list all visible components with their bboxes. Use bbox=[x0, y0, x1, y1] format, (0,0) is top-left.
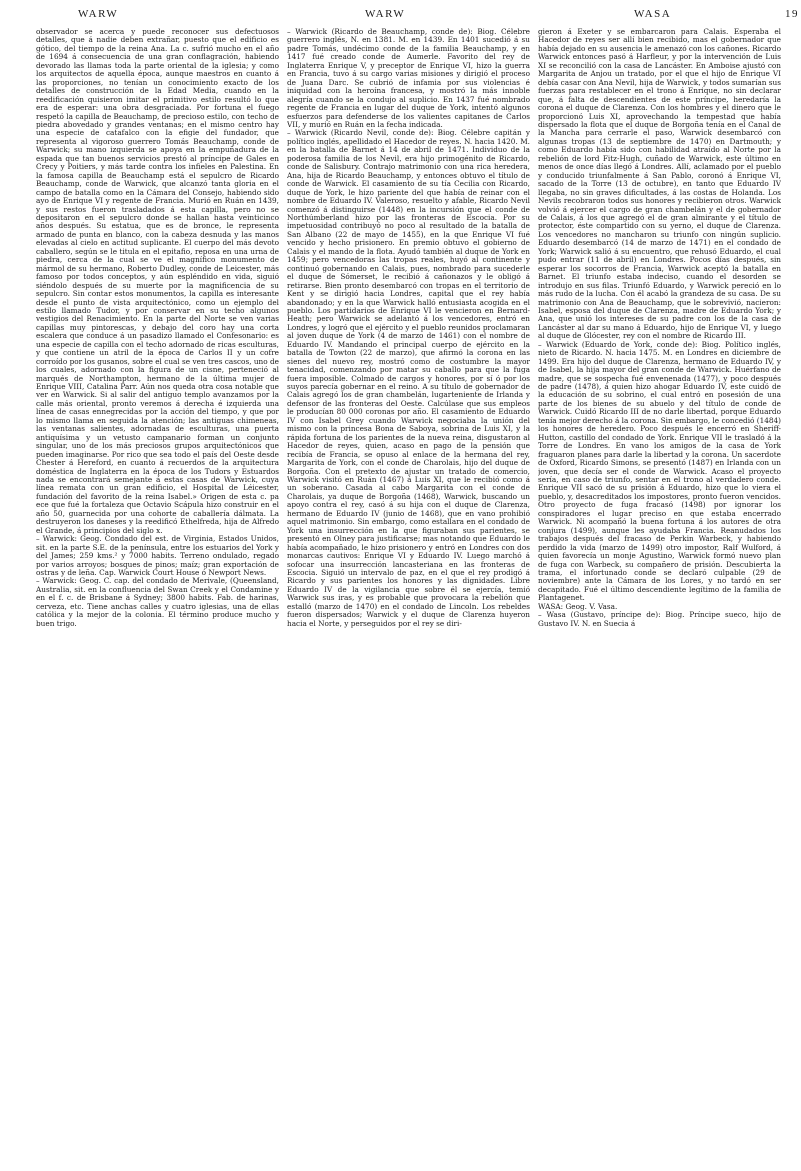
column-3-paragraph: – Wasa (Gustavo, príncipe de): Biog. Príncipe sueco, hijo de Gustavo IV. N. en Suecia á bbox=[538, 610, 781, 628]
column-1-paragraph: – Warwick: Geog. Condado del est. de Virginia, Estados Unidos, sit. en la parte S.E. de la península, entre los estuarios del York y del James; 259 kms.² y 7000 habits. Terreno ondulado, regado por varios arroyos; bosques de pinos; maíz; gran exportación de ostras y de leña. Cap. Warwick Court House ó Newport News. bbox=[36, 534, 279, 577]
column-2 bbox=[287, 28, 530, 1163]
header-right-word: WASA bbox=[634, 8, 672, 20]
running-header bbox=[30, 8, 799, 24]
column-1 bbox=[36, 28, 279, 1163]
column-1-paragraph: observador se acerca y puede reconocer sus defectuosos detalles, que á nadie deben extrañar, puesto que el edificio es gótico, del tiempo de la reina Ana. La c. sufrió mucho en el año de 1694 á consecuencia de una gran conflagración, habiendo devorado las llamas toda la parte oriental de la iglesia; y como los arquitectos de aquella época, aunque maestros en cuanto á las proporciones, no tenían un conocimiento exacto de los detalles de construcción de la Edad Media, cuando en la reedificación quisieron imitar el primitivo estilo resultó lo que era de esperar: una obra desgraciada. Por fortuna el fuego respetó la capilla de Beauchamp, de precioso estilo, con techo de piedra abovedado y grandes ventanas; en el mismo centro hay una especie de catafalco con la efigie del fundador, que representa al vigoroso guerrero Tomás Beauchamp, conde de Warwick; su mano izquierda se apoya en la empuñadura de la espada que tan buenos servicios prestó al príncipe de Gales en Crecy y Poitiers, y más tarde contra los infieles en Palestina. En la famosa capilla de Beauchamp está el sepulcro de Ricardo Beauchamp, conde de Warwick, que alcanzó tanta gloria en el campo de batalla como en la Cámara del Consejo, habiendo sido ayo de Enrique VI y regente de Francia. Murió en Ruán en 1439, y sus restos fueron trasladados á esta capilla, pero no se depositaron en el sepulcro donde se hallan hasta veinticinco años después. Su estatua, que es de bronce, le representa armado de punta en blanco, con la cabeza desnuda y las manos elevadas al cielo en actitud suplicante. El cuerpo del más devoto caballero, según se le titula en el epitafio, reposa en una urna de piedra, cerca de la cual se ve el magnífico monumento de mármol de su hermano, Roberto Dudley, conde de Leicester, más famoso por todos conceptos, y aún espléndido en vida, siguió siéndolo después de su muerte por la magnificencia de su sepulcro. Sin contar estos monumentos, la capilla es interesante desde el punto de vista arquitectónico, como un ejemplo del estilo llamado Tudor, y por conservar en su techo algunos vestigios del Renacimiento. En la parte del Norte se ven varias capillas muy pintorescas, y debajo del coro hay una corta escalera que conduce á un pasadizo llamado el Confesonario: es una especie de capilla con el techo adornado de ricas esculturas, y que contiene un atril de la época de Carlos II y un cofre corroído por los gusanos, sobre el cual se ven tres cascos, uno de los cuales, adornado con la figura de un cisne, perteneció al marqués de Northampton, hermano de la última mujer de Enrique VIII, Catalina Parr. Aún nos queda otra cosa notable que ver en Warwick. Si al salir del antiguo templo avanzamos por la calle más oriental, pronto veremos á derecha é izquierda una línea de casas ennegrecidas por la acción del tiempo, y que por lo mismo llama en seguida la atención; las antiguas chimeneas, las ventanas salientes, adornadas de esculturas, una puerta antiquísima y un vetusto campanario forman un conjunto singular, uno de los más preciosos grupos arquitectónicos que pueden imaginarse. Por rico que sea todo el país del Oeste desde Chester á Hereford, en cuanto á recuerdos de la arquitectura doméstica de Inglaterra en la época de los Tudors y Estuardos nada se encontrará semejante á estas casas de Warwick, cuya línea remata con un gran edificio, el Hospital de Léicester, fundación del favorito de la reina Isabel.» Origen de esta c. pa ece que fué la fortaleza que Octavio Scápula hizo construir en el año 50, guarnecida por una cohorte de caballería dálmata. La destruyeron los daneses y la reedificó Ethelfreda, hija de Alfredo el Grande, á principios del siglo x. bbox=[36, 28, 279, 535]
header-middle-word: WARW bbox=[365, 8, 406, 20]
column-3 bbox=[538, 28, 781, 1163]
column-3-paragraph: – Warwick (Eduardo de York, conde de): Biog. Político inglés, nieto de Ricardo. N. hacia 1475. M. en Londres en diciembre de 1499. Era hijo del duque de Clarenza, hermano de Eduardo IV, y de Isabel, la hija mayor del gran conde de Warwick. Huérfano de madre, que se sospecha fué envenenada (1477), y poco después de padre (1478), á quien hizo ahogar Eduardo IV, este cuidó de la educación de su sobrino, el cual entró en posesión de una parte de los bienes de su abuelo y del título de conde de Warwick. Cuidó Ricardo III de no darle libertad, porque Eduardo tenía mejor derecho á la corona. Sin embargo, le concedió (1484) los honores de heredero. Poco después le encerró en Sheriff-Hutton, castillo del condado de York. Enrique VII le trasladó á la Torre de Londres. En vano los amigos de la casa de York fraguaron planes para darle la libertad y la corona. Un sacerdote de Oxford, Ricardo Simons, se presentó (1487) en Irlanda con un joven, que decía ser el conde de Warwick. Acaso el proyecto sería, en caso de triunfo, sentar en el trono al verdadero conde. Enrique VII sacó de su prisión á Eduardo, hizo que lo viera el pueblo, y, desacreditados los impostores, pronto fueron vencidos. Otro proyecto de fuga fracasó (1498) por ignorar los conspiradores el lugar preciso en que estaba encerrado Warwick. Ni acompañó la buena fortuna á los autores de otra conjura (1499), aunque les ayudaba Francia. Reanudados los trabajos después del fracaso de Perkin Warbeck, y habiendo perdido la vida (marzo de 1499) otro impostor, Ralf Wulford, á quien favorecía un monje Agustino, Warwick formó nuevo plan de fuga con Warbeck, su compañero de prisión. Descubierta la trama, el infortunado conde se declaró culpable (29 de noviembre) ante la Cámara de los Lores, y no tardó en ser decapitado. Fué el último descendiente legítimo de la familia de Plantagenet. bbox=[538, 339, 781, 603]
column-2-paragraph: – Warwick (Ricardo Nevil, conde de): Biog. Célebre capitán y político inglés, apellidado el Hacedor de reyes. N. hacia 1420. M. en la batalla de Barnet á 14 de abril de 1471. Individuo de la poderosa familia de los Nevil, era hijo primogénito de Ricardo, conde de Salisbury. Contrajo matrimonio con una rica heredera, Ana, hija de Ricardo Beauchamp, y entonces obtuvo el título de conde de Warwick. El casamiento de su tía Cecilia con Ricardo, duque de York, le hizo pariente del que había de reinar con el nombre de Eduardo IV. Valeroso, resuelto y afable, Ricardo Nevil comenzó á distinguirse (1448) en la incursión que el conde de Northúmberland hizo por las fronteras de Escocia. Por su impetuosidad contribuyó no poco al resultado de la batalla de San Albano (22 de mayo de 1455), en la que Enrique VI fué vencido y hecho prisionero. En premio obtuvo el gobierno de Calais y el mando de la flota. Ayudó también al duque de York en 1459; pero vencedoras las tropas reales, huyó al continente y continuó gobernando en Calais, pues, nombrado para sucederle el duque de Sómerset, le recibió á cañonazos y le obligó á retirarse. Bien pronto desembarcó con tropas en el territorio de Kent y se dirigió hacia Londres, capital que el rey había abandonado; y en la que Warwick halló entusiasta acogida en el pueblo. Los partidarios de Enrique VI le vencieron en Bernard-Heath; pero Warwick se adelantó á los vencedores, entró en Londres, y logró que el ejército y el pueblo reunidos proclamaran al joven duque de York (4 de marzo de 1461) con el nombre de Eduardo IV. Mandando el principal cuerpo de ejército en la batalla de Towton (22 de marzo), que afirmó la corona en las sienes del nuevo rey, mostró como de costumbre la mayor tenacidad, comenzando por matar su caballo para que la fuga fuera imposible. Colmado de cargos y honores, por sí ó por los suyos parecía gobernar en el reino. A su título de gobernador de Calais agregó los de gran chambelán, lugarteniente de Irlanda y defensor de las fronteras del Oeste. Calcúlase que sus empleos le producían 80 000 coronas por año. El casamiento de Eduardo IV con Isabel Grey cuando Warwick negociaba la unión del mismo con la princesa Bona de Saboya, sobrina de Luis XI, y la rápida fortuna de los parientes de la nueva reina, disgustaron al Hacedor de reyes, quien, acaso en pago de la pensión que recibía de Francia, se opuso al enlace de la hermana del rey, Margarita de York, con el conde de Charolais, hijo del duque de Borgoña. Con el pretexto de ajustar un tratado de comercio, Warwick visitó en Ruán (1467) á Luis XI, que le recibió como á un soberano. Casada al cabo Margarita con el conde de Charolais, ya duque de Borgoña (1468), Warwick, buscando un apoyo contra el rey, casó á su hija con el duque de Clarenza, hermano de Eduardo IV (junio de 1468), que en vano prohibió aquel matrimonio. Sin embargo, como estallara en el condado de York una insurrección en la que figuraban sus parientes, se presentó en Olney para justificarse; mas notando que Eduardo le había acompañado, le hizo prisionero y entró en Londres con dos monarcas cautivos: Enrique VI y Eduardo IV. Luego marchó á sofocar una insurrección lancasteriana en las fronteras de Escocia. Siguió un intervalo de paz, en el que el rey prodigó á Ricardo y sus parientes los honores y las dignidades. Libre Eduardo IV de la vigilancia que sobre él se ejercía, temió Warwick sus iras, y es probable que provocara la rebelión que estalló (marzo de 1470) en el condado de Lincoln. Los rebeldes fueron dispersados; Warwick y el duque de Clarenza huyeron hacia el Norte, y perseguidos por el rey se diri- bbox=[287, 128, 530, 628]
column-2-paragraph: – Warwick (Ricardo de Beauchamp, conde de): Biog. Célebre guerrero inglés, N. en 1381. M. en 1439. En 1401 sucedió á su padre Tomás, undécimo conde de la familia Beauchamp, y en 1417 fué creado conde de Aumerle. Favorito del rey de Inglaterra Enrique V, y preceptor de Enrique VI, hizo la guerra en Francia, tuvo á su cargo varias misiones y dirigió el proceso de Juana Darc. Se cubrió de infamia por sus violencias é iniquidad con la heroína francesa, y mostró la más innoble alegría cuando se la condujo al suplicio. En 1437 fué nombrado regente de Francia en lugar del duque de York, intentó algunos esfuerzos para defenderse de los valientes capitanes de Carlos VII, y murió en Ruán en la fecha indicada. bbox=[287, 28, 530, 129]
column-3-paragraph: gieron á Exeter y se embarcaron para Calais. Esperaba el Hacedor de reyes ser allí bien recibido, mas el gobernador que había dejado en su ausencia le amenazó con los cañones. Ricardo Warwick entonces pasó á Harfleur, y por la intervención de Luis XI se reconcilió con la casa de Lancáster. En Amboise ajustó con Margarita de Anjou un tratado, por el que el hijo de Enrique VI debía casar con Ana Nevil, hija de Warwick, y todos sumarían sus fuerzas para restablecer en el trono á Enrique, no sin declarar que, á falta de descendientes de este príncipe, heredaría la corona el duque de Clarenza. Con los hombres y el dinero que le proporcionó Luis XI, aprovechando la tempestad que había dispersado la flota que el duque de Borgoña tenía en el Canal de la Mancha para cerrarle el paso, Warwick desembarcó con algunas tropas (13 de septiembre de 1470) en Dartmouth; y como Eduardo había sido con habilidad atraído al Norte por la rebelión de lord Fitz-Hugh, cuñado de Warwick, este último en menos de once días llegó á Londres. Allí, aclamado por el pueblo y conducido triunfalmente á San Pablo, coronó á Enrique VI, sacado de la Torre (13 de octubre), en tanto que Eduardo IV llegaba, no sin graves dificultades, á las costas de Holanda. Los Nevils recobraron todos sus honores y recibieron otros. Warwick volvió á ejercer el cargo de gran chambelán y el de gobernador de Calais, á los que agregó el de gran almirante y el título de protector, éste compartido con su yerno, el duque de Clarenza. Los vencedores no mancharon su triunfo con ningún suplicio. Eduardo desembarcó (14 de marzo de 1471) en el condado de York; Warwick salió á su encuentro, que rehusó Eduardo, el cual pudo entrar (11 de abril) en Londres. Pocos días después, sin esperar los socorros de Francia, Warwick aceptó la batalla en Barnet. El triunfo estaba indeciso, cuando el desorden se introdujo en sus filas. Triunfó Eduardo, y Warwick pereció en lo más rudo de la lucha. Con él acabó la grandeza de su casa. De su matrimonio con Ana de Beauchamp, que le sobrevivió, nacieron: Isabel, esposa del duque de Clarenza, madre de Eduardo York; y Ana, que unió los intereses de su padre con los de la casa de Lancáster al dar su mano á Eduardo, hijo de Enrique VI, y luego al duque de Glócester, rey con el nombre de Ricardo III. bbox=[538, 28, 781, 341]
text-columns bbox=[36, 28, 781, 1163]
column-3-paragraph: WASA: Geog. V. Vasa. bbox=[538, 601, 618, 611]
header-left-word: WARW bbox=[78, 8, 119, 20]
column-1-paragraph: – Warwick: Geog. C. cap. del condado de Merivale, (Queensland, Australia, sit. en la confluencia del Swan Creek y el Condamine y en el f. c. de Brisbane á Sydney; 3800 habits. Fab. de harinas, cerveza, etc. Tiene anchas calles y cuatro iglesias, una de ellas católica y la mejor de la colonia. El término produce mucho y buen trigo. bbox=[36, 576, 279, 628]
page-number: 19 bbox=[785, 8, 799, 20]
